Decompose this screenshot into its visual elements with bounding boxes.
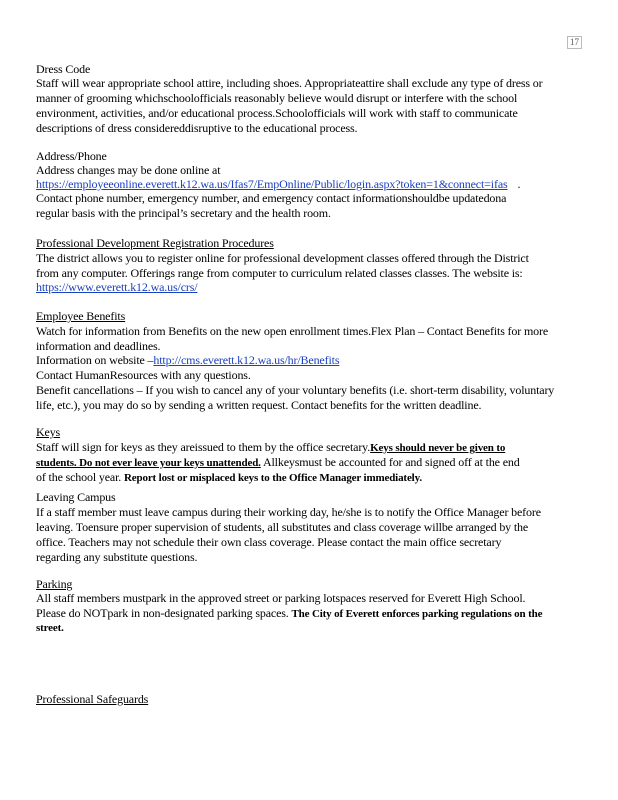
prof-dev-link-line [36, 280, 197, 295]
employee-online-link[interactable]: https://employeeonline.everett.k12.wa.us/Ifas7/EmpOnline/Public/login.aspx?token=1&connect=ifas [36, 177, 508, 191]
address-phone-line-3: Contact phone number, emergency number, and emergency contact informationshouldbe updatedona [36, 191, 507, 205]
keys-line-2-text: Allkeysmust be accounted for and signed off at the end [260, 455, 520, 469]
benefits-website-prefix: Information on website – [36, 353, 154, 367]
dress-code-line-3: environment, activities, and/or educational process.Schoolofficials will work with staff to communicate [36, 106, 518, 120]
page-number: 17 [567, 36, 582, 49]
dress-code-line-1: Staff will wear appropriate school attire, including shoes. Appropriateattire shall exclude any type of dress or [36, 76, 543, 90]
address-phone-heading: Address/Phone [36, 149, 107, 163]
benefits-line-6: life, etc.), you may do so by sending a written request. Contact benefits for the written deadline. [36, 398, 482, 412]
dress-code-heading: Dress Code [36, 62, 91, 76]
parking-enforcement: The City of Everett enforces parking regulations on the [291, 608, 543, 620]
keys-report-instruction: Report lost or misplaced keys to the Office Manager immediately. [123, 472, 422, 484]
keys-warning-2: students. Do not ever leave your keys unattended. [36, 457, 261, 469]
leaving-heading: Leaving Campus [36, 490, 116, 504]
address-phone-link-end: . [517, 177, 521, 191]
keys-line-2 [36, 455, 520, 471]
keys-line-3-text: of the school year. [36, 470, 124, 484]
dress-code-line-2: manner of grooming whichschoolofficials reasonably believe would disrupt or interfere with the school [36, 91, 518, 105]
benefits-link[interactable]: http://cms.everett.k12.wa.us/hr/Benefits [153, 353, 340, 367]
benefits-website-line [36, 353, 339, 368]
address-phone-line-1: Address changes may be done online at [36, 163, 221, 177]
keys-warning-1: Keys should never be given to [370, 442, 506, 454]
crs-link[interactable]: https://www.everett.k12.wa.us/crs/ [36, 280, 198, 294]
keys-line-3 [36, 470, 422, 486]
benefits-line-4: Contact HumanResources with any questions. [36, 368, 251, 382]
keys-line-1-text: Staff will sign for keys as they areissued to them by the office secretary. [36, 440, 371, 454]
parking-line-2-text: Please do NOTpark in non-designated parking spaces. [36, 606, 292, 620]
parking-line-3: street. [36, 622, 64, 634]
benefits-line-1: Watch for information from Benefits on the new open enrollment times.Flex Plan – Contact Benefits for more [36, 324, 549, 338]
leaving-line-2: leaving. Toensure proper supervision of students, all substitutes and class coverage willbe arranged by the [36, 520, 529, 534]
prof-dev-line-1: The district allows you to register online for professional development classes offered through the District [36, 251, 529, 265]
leaving-line-1: If a staff member must leave campus during their working day, he/she is to notify the Office Manager before [36, 505, 541, 519]
leaving-line-4: regarding any substitute questions. [36, 550, 198, 564]
prof-dev-line-2: from any computer. Offerings range from computer to curriculum related classes classes. The website is: [36, 266, 523, 280]
parking-heading: Parking [36, 577, 73, 591]
keys-line-1 [36, 440, 505, 456]
benefits-line-5: Benefit cancellations – If you wish to cancel any of your voluntary benefits (i.e. short-term disability, voluntary [36, 383, 555, 397]
address-phone-link-line [36, 177, 520, 192]
keys-heading: Keys [36, 425, 61, 439]
parking-line-1: All staff members mustpark in the approved street or parking lotspaces reserved for Everett High School. [36, 591, 526, 605]
safeguards-heading: Professional Safeguards [36, 692, 149, 706]
parking-line-2 [36, 606, 542, 622]
benefits-heading: Employee Benefits [36, 309, 126, 323]
prof-dev-heading: Professional Development Registration Procedures [36, 236, 274, 250]
address-phone-line-4: regular basis with the principal’s secretary and the health room. [36, 206, 331, 220]
leaving-line-3: office. Teachers may not schedule their own class coverage. Please contact the main office secretary [36, 535, 502, 549]
dress-code-line-4: descriptions of dress considereddisruptive to the educational process. [36, 121, 358, 135]
benefits-line-2: information and deadlines. [36, 339, 161, 353]
